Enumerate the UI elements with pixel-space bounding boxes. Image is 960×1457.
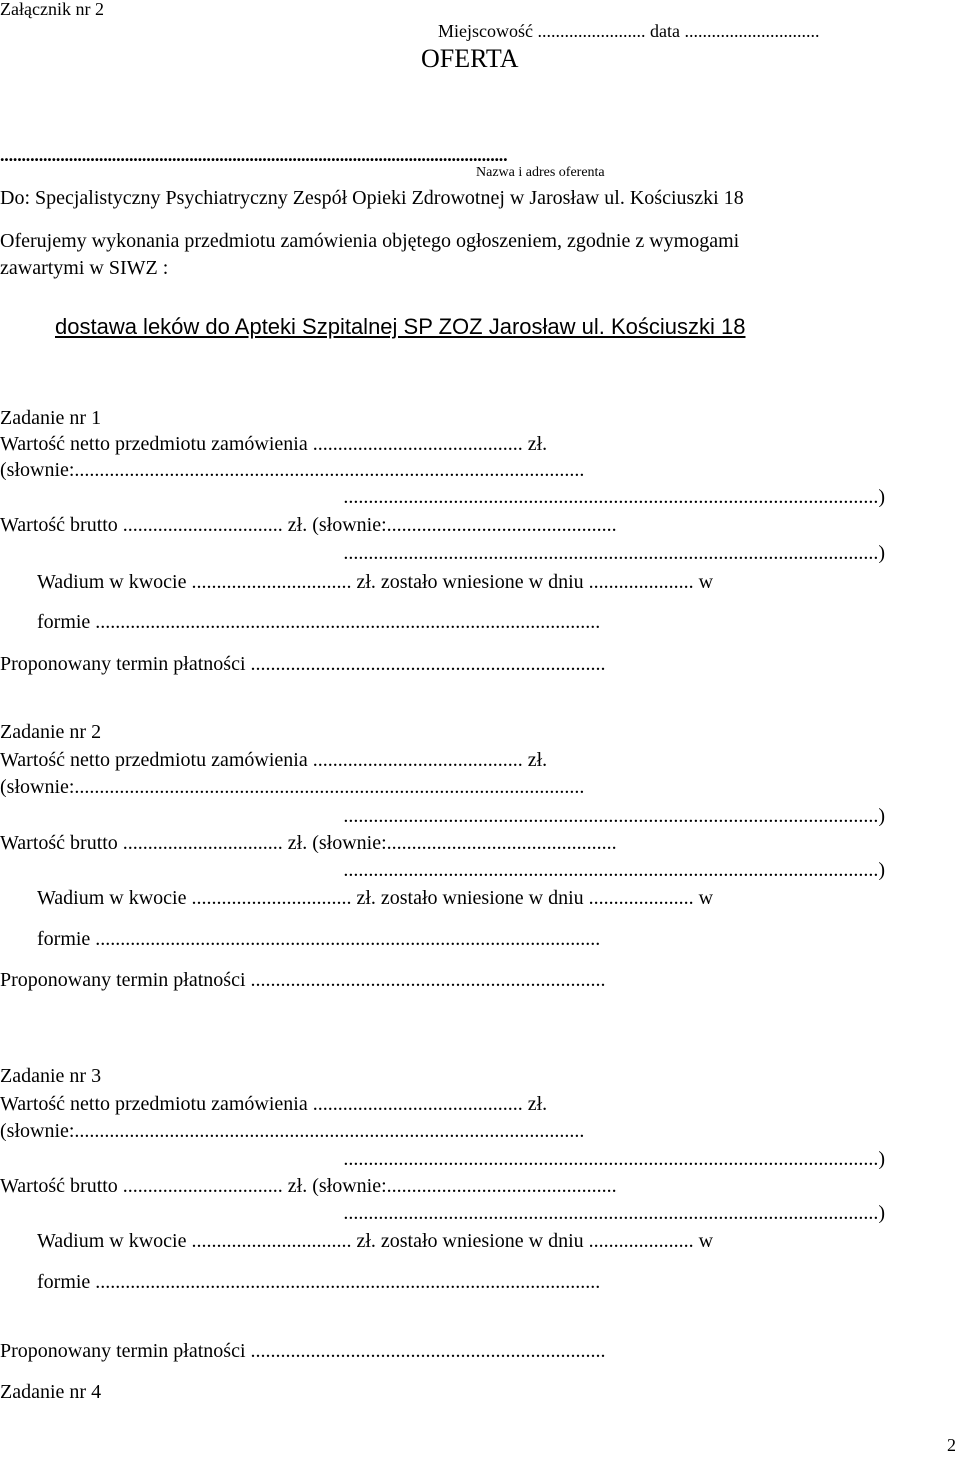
task-title: Zadanie nr 3 (0, 1065, 102, 1087)
offeror-dotted-line: ...................................................................................................................... (0, 145, 508, 165)
task-title: Zadanie nr 1 (0, 407, 102, 429)
task-netto-words: (słownie:...................................................................................................... (0, 1121, 585, 1141)
attachment-label: Załącznik nr 2 (0, 0, 104, 19)
task-title: Zadanie nr 4 (0, 1381, 102, 1403)
task-form-line: formie ..................................................................................................... (37, 612, 601, 632)
task-payment-line: Proponowany termin płatności ....................................................................... (0, 1340, 606, 1362)
task-form-line: formie ..................................................................................................... (37, 1272, 601, 1292)
task-netto-words: (słownie:...................................................................................................... (0, 460, 585, 480)
task-netto-words-end: ...........................................................................................................) (343, 1149, 885, 1169)
intro-line-1: Oferujemy wykonania przedmiotu zamówienia objętego ogłoszeniem, zgodnie z wymogami (0, 230, 740, 252)
task-wadium-line: Wadium w kwocie ................................ zł. zostało wniesione w dniu ..................... w (37, 1230, 714, 1252)
task-netto-words-end: ...........................................................................................................) (343, 806, 885, 826)
task-wadium-line: Wadium w kwocie ................................ zł. zostało wniesione w dniu ..................... w (37, 571, 714, 593)
task-brutto-line: Wartość brutto ................................ zł. (słownie:.............................................. (0, 1176, 617, 1196)
document-title: OFERTA (421, 44, 519, 73)
task-netto-words: (słownie:...................................................................................................... (0, 777, 585, 797)
task-brutto-line: Wartość brutto ................................ zł. (słownie:.............................................. (0, 833, 617, 853)
task-netto-line: Wartość netto przedmiotu zamówienia .......................................... zł. (0, 1093, 548, 1115)
task-brutto-line: Wartość brutto ................................ zł. (słownie:.............................................. (0, 515, 617, 535)
task-form-line: formie ..................................................................................................... (37, 929, 601, 949)
place-date-line: Miejscowość ........................ data .............................. (438, 21, 820, 41)
task-netto-words-end: ...........................................................................................................) (343, 487, 885, 507)
intro-line-2: zawartymi w SIWZ : (0, 257, 169, 279)
task-netto-line: Wartość netto przedmiotu zamówienia .......................................... zł. (0, 433, 548, 455)
task-brutto-words-end: ...........................................................................................................) (343, 860, 885, 880)
addressee-line: Do: Specjalistyczny Psychiatryczny Zespół Opieki Zdrowotnej w Jarosław ul. Kościuszki 18 (0, 187, 744, 209)
task-payment-line: Proponowany termin płatności ....................................................................... (0, 653, 606, 675)
task-netto-line: Wartość netto przedmiotu zamówienia .......................................... zł. (0, 749, 548, 771)
page-number: 2 (947, 1435, 956, 1455)
task-brutto-words-end: ...........................................................................................................) (343, 1203, 885, 1223)
task-wadium-line: Wadium w kwocie ................................ zł. zostało wniesione w dniu ..................... w (37, 887, 714, 909)
order-subject: dostawa leków do Apteki Szpitalnej SP ZOZ Jarosław ul. Kościuszki 18 (55, 314, 746, 339)
task-brutto-words-end: ...........................................................................................................) (343, 543, 885, 563)
offeror-caption: Nazwa i adres oferenta (476, 165, 605, 180)
task-title: Zadanie nr 2 (0, 721, 102, 743)
task-payment-line: Proponowany termin płatności ....................................................................... (0, 969, 606, 991)
